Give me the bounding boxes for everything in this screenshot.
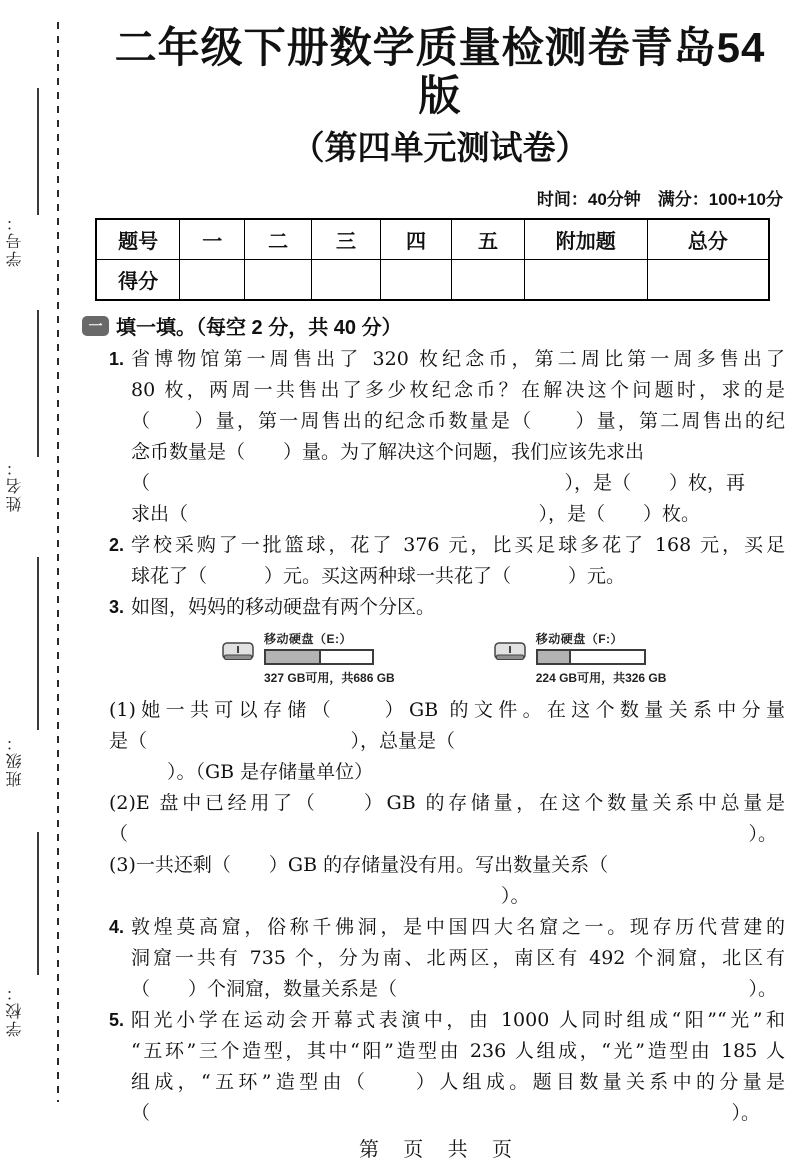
question-2 <box>109 530 785 592</box>
score-cell <box>647 259 769 300</box>
class-write-line <box>37 557 39 730</box>
question-number: 1. <box>109 348 125 369</box>
score-cell <box>180 259 245 300</box>
question-number: 3. <box>109 596 125 617</box>
subquestion-3-line: (3)一共还剩（ ）GB 的存储量没有用。写出数量关系（ <box>109 853 609 876</box>
page-subtitle: （第四单元测试卷） <box>291 128 589 166</box>
score-header-cell: 四 <box>381 219 452 260</box>
drive-f-block <box>493 630 667 686</box>
question-line: 省博物馆第一周售出了 320 枚纪念币，第二周比第一周多售出了 <box>131 347 785 370</box>
score-header-cell: 三 <box>312 219 381 260</box>
name-write-line <box>37 310 39 457</box>
question-2-body <box>131 530 785 592</box>
question-line <box>131 468 785 499</box>
drive-e-used-fill <box>266 651 321 663</box>
page-footer: 第 页 共 页 <box>358 1136 522 1161</box>
subquestion-1-line <box>109 726 785 757</box>
blank-open: 是（ <box>109 729 148 752</box>
drive-e-usage-bar <box>264 649 374 665</box>
score-cell <box>452 259 525 300</box>
hard-drive-figure <box>221 630 785 686</box>
question-4-row <box>109 912 785 1005</box>
question-line: 念币数量是（ ）量。为了解决这个问题，我们应该先求出 <box>131 440 645 463</box>
blank-close: ）。 <box>748 822 777 845</box>
question-line: 敦煌莫高窟，俗称千佛洞，是中国四大名窟之一。现存历代营建的 <box>131 915 785 938</box>
subquestion-2-line <box>109 819 785 850</box>
question-line <box>131 499 785 530</box>
question-line: 80 枚，两周一共售出了多少枚纪念币？在解决这个问题时，求的是 <box>131 378 785 401</box>
drive-f-usage-bar <box>536 649 646 665</box>
blank-open: 求出（ <box>131 502 189 525</box>
question-line: 组成，“五环”造型由（ ）人组成。题目数量关系中的分量是 <box>131 1070 785 1093</box>
question-1-body <box>131 344 785 530</box>
question-line: 球花了（ ）元。买这两种球一共花了（ ）元。 <box>131 564 626 587</box>
subquestion-1-line: ）。（GB 是存储量单位） <box>129 760 374 783</box>
drive-f-used-fill <box>538 651 571 663</box>
question-number: 5. <box>109 1009 125 1030</box>
score-header-cell: 二 <box>245 219 312 260</box>
blank-close: ），是（ ）枚。 <box>538 502 700 525</box>
name-label: 姓名： <box>7 458 24 512</box>
question-1-row <box>109 344 785 530</box>
question-3-body <box>131 592 785 623</box>
section-1-heading <box>82 314 785 338</box>
blank-open: （ ）个洞窟，数量关系是（ <box>131 977 398 1000</box>
drive-e-label: 移动硬盘（E:） <box>264 631 353 646</box>
page-title: 二年级下册数学质量检测卷青岛54版 <box>114 24 766 120</box>
question-line: （ ）量，第一周售出的纪念币数量是（ ）量，第二周售出的纪 <box>131 409 785 432</box>
score-table <box>95 218 770 301</box>
blank-close: ），是（ ）枚，再 <box>564 471 745 494</box>
score-header-cell: 题号 <box>96 219 180 260</box>
drive-f-usage-text: 224 GB可用，共326 GB <box>535 670 667 685</box>
question-4-body <box>131 912 785 1005</box>
question-2-row <box>109 530 785 592</box>
question-4 <box>109 912 785 1005</box>
blank-close: ）。 <box>731 1101 760 1124</box>
question-line: 如图，妈妈的移动硬盘有两个分区。 <box>131 595 436 618</box>
question-1 <box>109 344 785 530</box>
hard-drive-icon <box>221 640 255 666</box>
question-number: 2. <box>109 534 125 555</box>
score-header-cell: 五 <box>452 219 525 260</box>
blank-open: （ <box>131 471 151 494</box>
question-line <box>131 974 785 1005</box>
student-no-write-line <box>37 88 39 215</box>
score-table-score-row <box>96 259 769 300</box>
school-write-line <box>37 832 39 975</box>
blank-open: （ <box>109 822 129 845</box>
question-line: “五环”三个造型，其中“阳”造型由 236 人组成，“光”造型由 185 人 <box>131 1039 785 1062</box>
drive-e-usage-text: 327 GB可用，共686 GB <box>264 670 395 685</box>
hard-drive-icon <box>493 640 527 666</box>
drive-f-info <box>536 630 667 686</box>
fold-dashed-line <box>57 22 59 1102</box>
exam-time-score-info: 时间：40分钟 满分：100+10分 <box>536 189 783 209</box>
drive-e-info <box>264 630 395 686</box>
question-line <box>131 1098 785 1129</box>
section-title: 填一填。（每空 2 分，共 40 分） <box>116 317 402 340</box>
subquestion-2-line: (2)E 盘中已经用了（ ）GB 的存储量，在这个数量关系中总量是 <box>109 791 785 814</box>
question-5-body <box>131 1005 785 1129</box>
blank-close: ），总量是（ <box>350 729 455 752</box>
question-line: 洞窟一共有 735 个，分为南、北两区，南区有 492 个洞窟，北区有 <box>131 946 785 969</box>
blank-open: （ <box>131 1101 151 1124</box>
score-cell <box>245 259 312 300</box>
score-row-label: 得分 <box>96 259 180 300</box>
drive-f-label: 移动硬盘（F:） <box>535 631 624 646</box>
score-header-cell: 总分 <box>647 219 769 260</box>
question-3 <box>109 592 785 912</box>
score-table-header-row <box>96 219 769 260</box>
section-number-badge: 一 <box>82 316 109 336</box>
score-cell <box>312 259 381 300</box>
question-number: 4. <box>109 916 125 937</box>
student-no-label: 学号： <box>7 213 24 267</box>
blank-close: ）。 <box>748 977 777 1000</box>
question-line: 阳光小学在运动会开幕式表演中，由 1000 人同时组成“阳”“光”和 <box>131 1008 785 1031</box>
question-5 <box>109 1005 785 1129</box>
score-header-cell: 附加题 <box>525 219 647 260</box>
question-line: 学校采购了一批篮球，花了 376 元，比买足球多花了 168 元，买足 <box>131 533 785 556</box>
paper-content <box>88 0 785 1162</box>
subquestion-3-line: ）。 <box>501 884 530 907</box>
question-3-row <box>109 592 785 623</box>
class-label: 班级： <box>7 733 24 787</box>
score-header-cell: 一 <box>180 219 245 260</box>
question-5-row <box>109 1005 785 1129</box>
drive-e-block <box>221 630 395 686</box>
score-cell <box>525 259 647 300</box>
school-label: 学校： <box>7 983 24 1037</box>
subquestion-1-line: (1)她一共可以存储（ ）GB 的文件。在这个数量关系中分量 <box>109 698 785 721</box>
score-cell <box>381 259 452 300</box>
